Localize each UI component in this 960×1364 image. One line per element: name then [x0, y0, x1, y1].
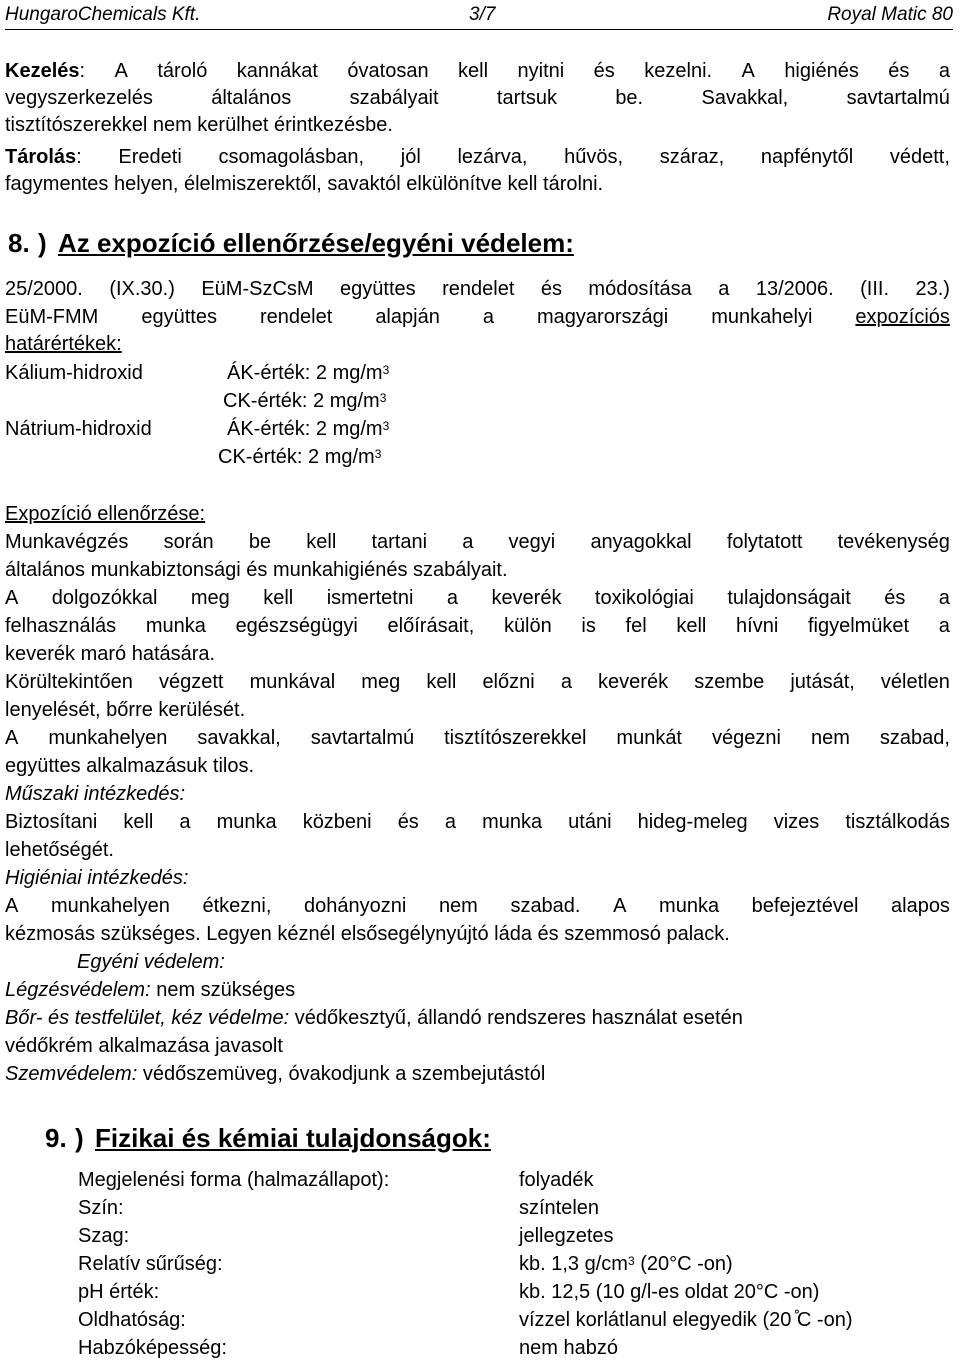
word: előírásait,	[387, 615, 475, 637]
exposure-limits-label: határértékek:	[5, 333, 122, 355]
word: EüM-FMM	[5, 306, 99, 328]
word: A	[5, 895, 19, 917]
respiratory-value: nem szükséges	[156, 979, 296, 1001]
word: kell	[458, 60, 489, 82]
respiratory-label: Légzésvédelem:	[5, 979, 151, 1001]
word: és	[397, 811, 419, 833]
word: utáni	[568, 811, 612, 833]
storage-line-2: fagymentes helyen, élelmiszerektől, savaktól elkülönítve kell tárolni.	[5, 173, 604, 195]
word: A	[613, 895, 627, 917]
regulation-line-2	[5, 304, 950, 331]
word: tisztálkodás	[845, 811, 950, 833]
word: együttes	[340, 278, 416, 300]
word: kell	[306, 531, 337, 553]
word: nem	[438, 895, 478, 917]
word: hideg-meleg	[637, 811, 748, 833]
word: a	[718, 278, 730, 300]
handling-line-2	[5, 85, 950, 112]
page-header	[5, 4, 953, 30]
skin-value: védőkesztyű, állandó rendszeres használat esetén	[294, 1007, 743, 1029]
word: jól	[400, 146, 421, 168]
word: meg	[190, 587, 230, 609]
word: keverék	[598, 671, 669, 693]
word: étkezni,	[202, 895, 272, 917]
section-9-title: Fizikai és kémiai tulajdonságok:	[95, 1123, 491, 1153]
section-label: Kezelés	[5, 60, 80, 82]
word: és	[884, 587, 906, 609]
property-value: vízzel korlátlanul elegyedik (20 ̊C -on)	[519, 1309, 853, 1331]
section-8-number: 8.	[8, 228, 30, 258]
exposure-p2-line-1	[5, 585, 950, 612]
word: (III.	[860, 278, 890, 300]
word: be	[248, 531, 272, 553]
word: alapos	[891, 895, 950, 917]
property-value: kb. 1,3 $g/cm^3$ (20°C -on)	[519, 1253, 733, 1275]
hygiene-line-1	[5, 893, 950, 920]
limit-row-koh-ak	[5, 360, 143, 387]
storage-line-1	[5, 144, 950, 171]
hygiene-line-2: kézmosás szükséges. Legyen kéznél elsősegélynyújtó láda és szemmosó palack.	[5, 923, 730, 945]
word: a	[179, 811, 191, 833]
property-value: kb. 12,5 (10 g/l-es oldat 20°C -on)	[519, 1281, 820, 1303]
exposure-p1-line-2: általános munkabiztonsági és munkahigiénés szabályait.	[5, 559, 508, 581]
word: módosítása	[588, 278, 692, 300]
property-label: Szag:	[78, 1225, 130, 1247]
word: nem	[810, 727, 850, 749]
word: savtartalmú	[310, 727, 415, 749]
skin-protection-line-2: védőkrém alkalmazása javasolt	[5, 1035, 283, 1057]
word: fel	[625, 615, 647, 637]
word: a	[462, 531, 474, 553]
exposure-p3-line-1	[5, 669, 950, 696]
word: szabad.	[510, 895, 581, 917]
word: (IX.30.)	[109, 278, 175, 300]
section-9-heading	[45, 1122, 960, 1154]
word: tisztítószerekkel	[444, 727, 587, 749]
word: keverék	[491, 587, 562, 609]
word: közbeni	[302, 811, 372, 833]
word: A	[114, 60, 128, 82]
word: Eredeti	[118, 146, 182, 168]
property-value: színtelen	[519, 1197, 600, 1219]
word: száraz,	[659, 146, 725, 168]
property-label: Megjelenési forma (halmazállapot):	[78, 1169, 390, 1191]
word: és	[888, 60, 910, 82]
technical-heading: Műszaki intézkedés:	[5, 783, 186, 805]
word: a	[482, 306, 494, 328]
regulation-line-3	[5, 331, 950, 358]
exposure-p4-line-2: együttes alkalmazásuk tilos.	[5, 755, 255, 777]
word: A	[5, 587, 19, 609]
section-label: Tárolás	[5, 146, 77, 168]
handling-line-1	[5, 58, 950, 85]
word: kezelni.	[644, 60, 713, 82]
word: savtartalmú	[846, 87, 950, 109]
word: alapján	[375, 306, 440, 328]
word: előzni	[482, 671, 535, 693]
word: és	[593, 60, 615, 82]
word: külön	[503, 615, 552, 637]
limit-value-koh-ck: CK-érték: 2 $mg/m^3$	[223, 390, 387, 412]
word: A	[5, 727, 19, 749]
word: 23.)	[915, 278, 950, 300]
technical-line-1	[5, 809, 950, 836]
word: munka	[145, 615, 206, 637]
word: Körültekintően	[5, 671, 133, 693]
word: véletlen	[880, 671, 950, 693]
eye-protection	[5, 1061, 950, 1088]
word: lezárva,	[457, 146, 528, 168]
word: vegyi	[508, 531, 556, 553]
section-8-heading	[8, 227, 953, 259]
word: általános	[211, 87, 292, 109]
word: kannákat	[236, 60, 318, 82]
word: munkahelyen	[50, 895, 170, 917]
header-page-number: 3/7	[469, 4, 496, 25]
word: együttes	[141, 306, 217, 328]
regulation-line-1	[5, 276, 950, 303]
technical-line-2: lehetőségét.	[5, 839, 114, 861]
word: a	[938, 60, 950, 82]
word: munkahelyi	[711, 306, 813, 328]
word: óvatosan	[347, 60, 429, 82]
word-underlined: expozíciós	[855, 306, 950, 328]
word: is	[581, 615, 596, 637]
hygiene-heading: Higiéniai intézkedés:	[5, 867, 189, 889]
word: Savakkal,	[701, 87, 789, 109]
word: vizes	[773, 811, 820, 833]
word: egészségügyi	[235, 615, 358, 637]
handling-line-3: tisztítószerekkel nem kerülhet érintkezésbe.	[5, 114, 393, 136]
word: jutását,	[790, 671, 855, 693]
word: figyelmüket	[807, 615, 910, 637]
word: során	[163, 531, 214, 553]
exposure-p3-line-2: lenyelését, bőrre kerülését.	[5, 699, 246, 721]
word: tároló	[157, 60, 208, 82]
word: rendelet	[260, 306, 333, 328]
word: a	[938, 587, 950, 609]
word: munka	[216, 811, 277, 833]
limit-value-koh-ak: ÁK-érték: 2 $mg/m^3$	[227, 362, 390, 384]
word: szabad,	[879, 727, 950, 749]
exposure-p2-line-2	[5, 613, 950, 640]
skin-protection	[5, 1005, 950, 1032]
limit-row-naoh-ak	[5, 416, 152, 443]
word: munkahelyen	[48, 727, 168, 749]
word: napfénytől	[760, 146, 854, 168]
property-value: folyadék	[519, 1169, 594, 1191]
word: 25/2000.	[5, 278, 83, 300]
exposure-p2-line-3: keverék maró hatására.	[5, 643, 216, 665]
limit-value-naoh-ck: CK-érték: 2 $mg/m^3$	[218, 446, 382, 468]
word: A	[741, 60, 755, 82]
word: szabályait	[349, 87, 439, 109]
limit-substance: Kálium-hidroxid	[5, 362, 143, 384]
header-company: HungaroChemicals Kft.	[5, 4, 201, 25]
word: meg	[361, 671, 401, 693]
exposure-p1-line-1	[5, 529, 950, 556]
exposure-heading: Expozíció ellenőrzése:	[5, 503, 206, 525]
word: toxikológiai	[594, 587, 694, 609]
word: tulajdonságait	[727, 587, 851, 609]
word: a	[560, 671, 572, 693]
word: a	[444, 811, 456, 833]
property-label: Relatív sűrűség:	[78, 1253, 223, 1275]
word: 13/2006.	[755, 278, 834, 300]
limit-substance: Nátrium-hidroxid	[5, 418, 152, 440]
property-value: nem habzó	[519, 1337, 618, 1359]
respiratory-protection	[5, 977, 950, 1004]
word: csomagolásban,	[218, 146, 365, 168]
word: magyarországi	[537, 306, 669, 328]
word: és	[540, 278, 562, 300]
word: munka	[659, 895, 720, 917]
word: munka	[482, 811, 543, 833]
header-rule	[5, 29, 953, 30]
limit-value-naoh-ak: ÁK-érték: 2 $mg/m^3$	[227, 418, 390, 440]
eye-value: védőszemüveg, óvakodjunk a szembejutástól	[142, 1063, 546, 1085]
word: anyagokkal	[590, 531, 692, 553]
word: be.	[615, 87, 644, 109]
word: rendelet	[442, 278, 515, 300]
word: végzett	[158, 671, 224, 693]
word: a	[938, 615, 950, 637]
word: vegyszerkezelés	[5, 87, 153, 109]
word: kell	[123, 811, 154, 833]
word: Munkavégzés	[5, 531, 129, 553]
section-8-title: Az expozíció ellenőrzése/egyéni védelem:	[58, 228, 574, 258]
word: ismertetni	[326, 587, 414, 609]
property-label: Habzóképesség:	[78, 1337, 227, 1359]
word: védett,	[889, 146, 950, 168]
label-with-colon: Tárolás:	[5, 146, 82, 168]
section-9-number: 9.	[45, 1123, 67, 1153]
label-with-colon: Kezelés:	[5, 60, 86, 82]
word: kell	[426, 671, 457, 693]
word: kell	[263, 587, 294, 609]
section-8-paren: )	[38, 228, 47, 258]
word: dolgozókkal	[51, 587, 158, 609]
word: végezni	[712, 727, 781, 749]
word: hűvös,	[564, 146, 624, 168]
word: tevékenység	[837, 531, 950, 553]
eye-label: Szemvédelem:	[5, 1063, 138, 1085]
word: EüM-SzCsM	[201, 278, 314, 300]
word: munkával	[249, 671, 336, 693]
word: savakkal,	[197, 727, 281, 749]
property-label: Szín:	[78, 1197, 124, 1219]
ppe-heading: Egyéni védelem:	[77, 951, 225, 973]
word: tartani	[371, 531, 428, 553]
word: a	[446, 587, 458, 609]
word: munkát	[616, 727, 682, 749]
word: Biztosítani	[5, 811, 98, 833]
header-product: Royal Matic 80	[827, 4, 953, 25]
skin-label: Bőr- és testfelület, kéz védelme:	[5, 1007, 290, 1029]
word: hívni	[736, 615, 779, 637]
property-label: pH érték:	[78, 1281, 160, 1303]
word: dohányozni	[304, 895, 407, 917]
word: kell	[676, 615, 707, 637]
word: felhasználás	[5, 615, 117, 637]
word: befejeztével	[751, 895, 859, 917]
exposure-p4-line-1	[5, 725, 950, 752]
property-value: jellegzetes	[519, 1225, 614, 1247]
word: nyitni	[517, 60, 565, 82]
word: higiénés	[784, 60, 859, 82]
word: tartsuk	[496, 87, 557, 109]
property-label: Oldhatóság:	[78, 1309, 186, 1331]
section-9-paren: )	[75, 1123, 84, 1153]
word: szembe	[694, 671, 765, 693]
word: folytatott	[726, 531, 803, 553]
